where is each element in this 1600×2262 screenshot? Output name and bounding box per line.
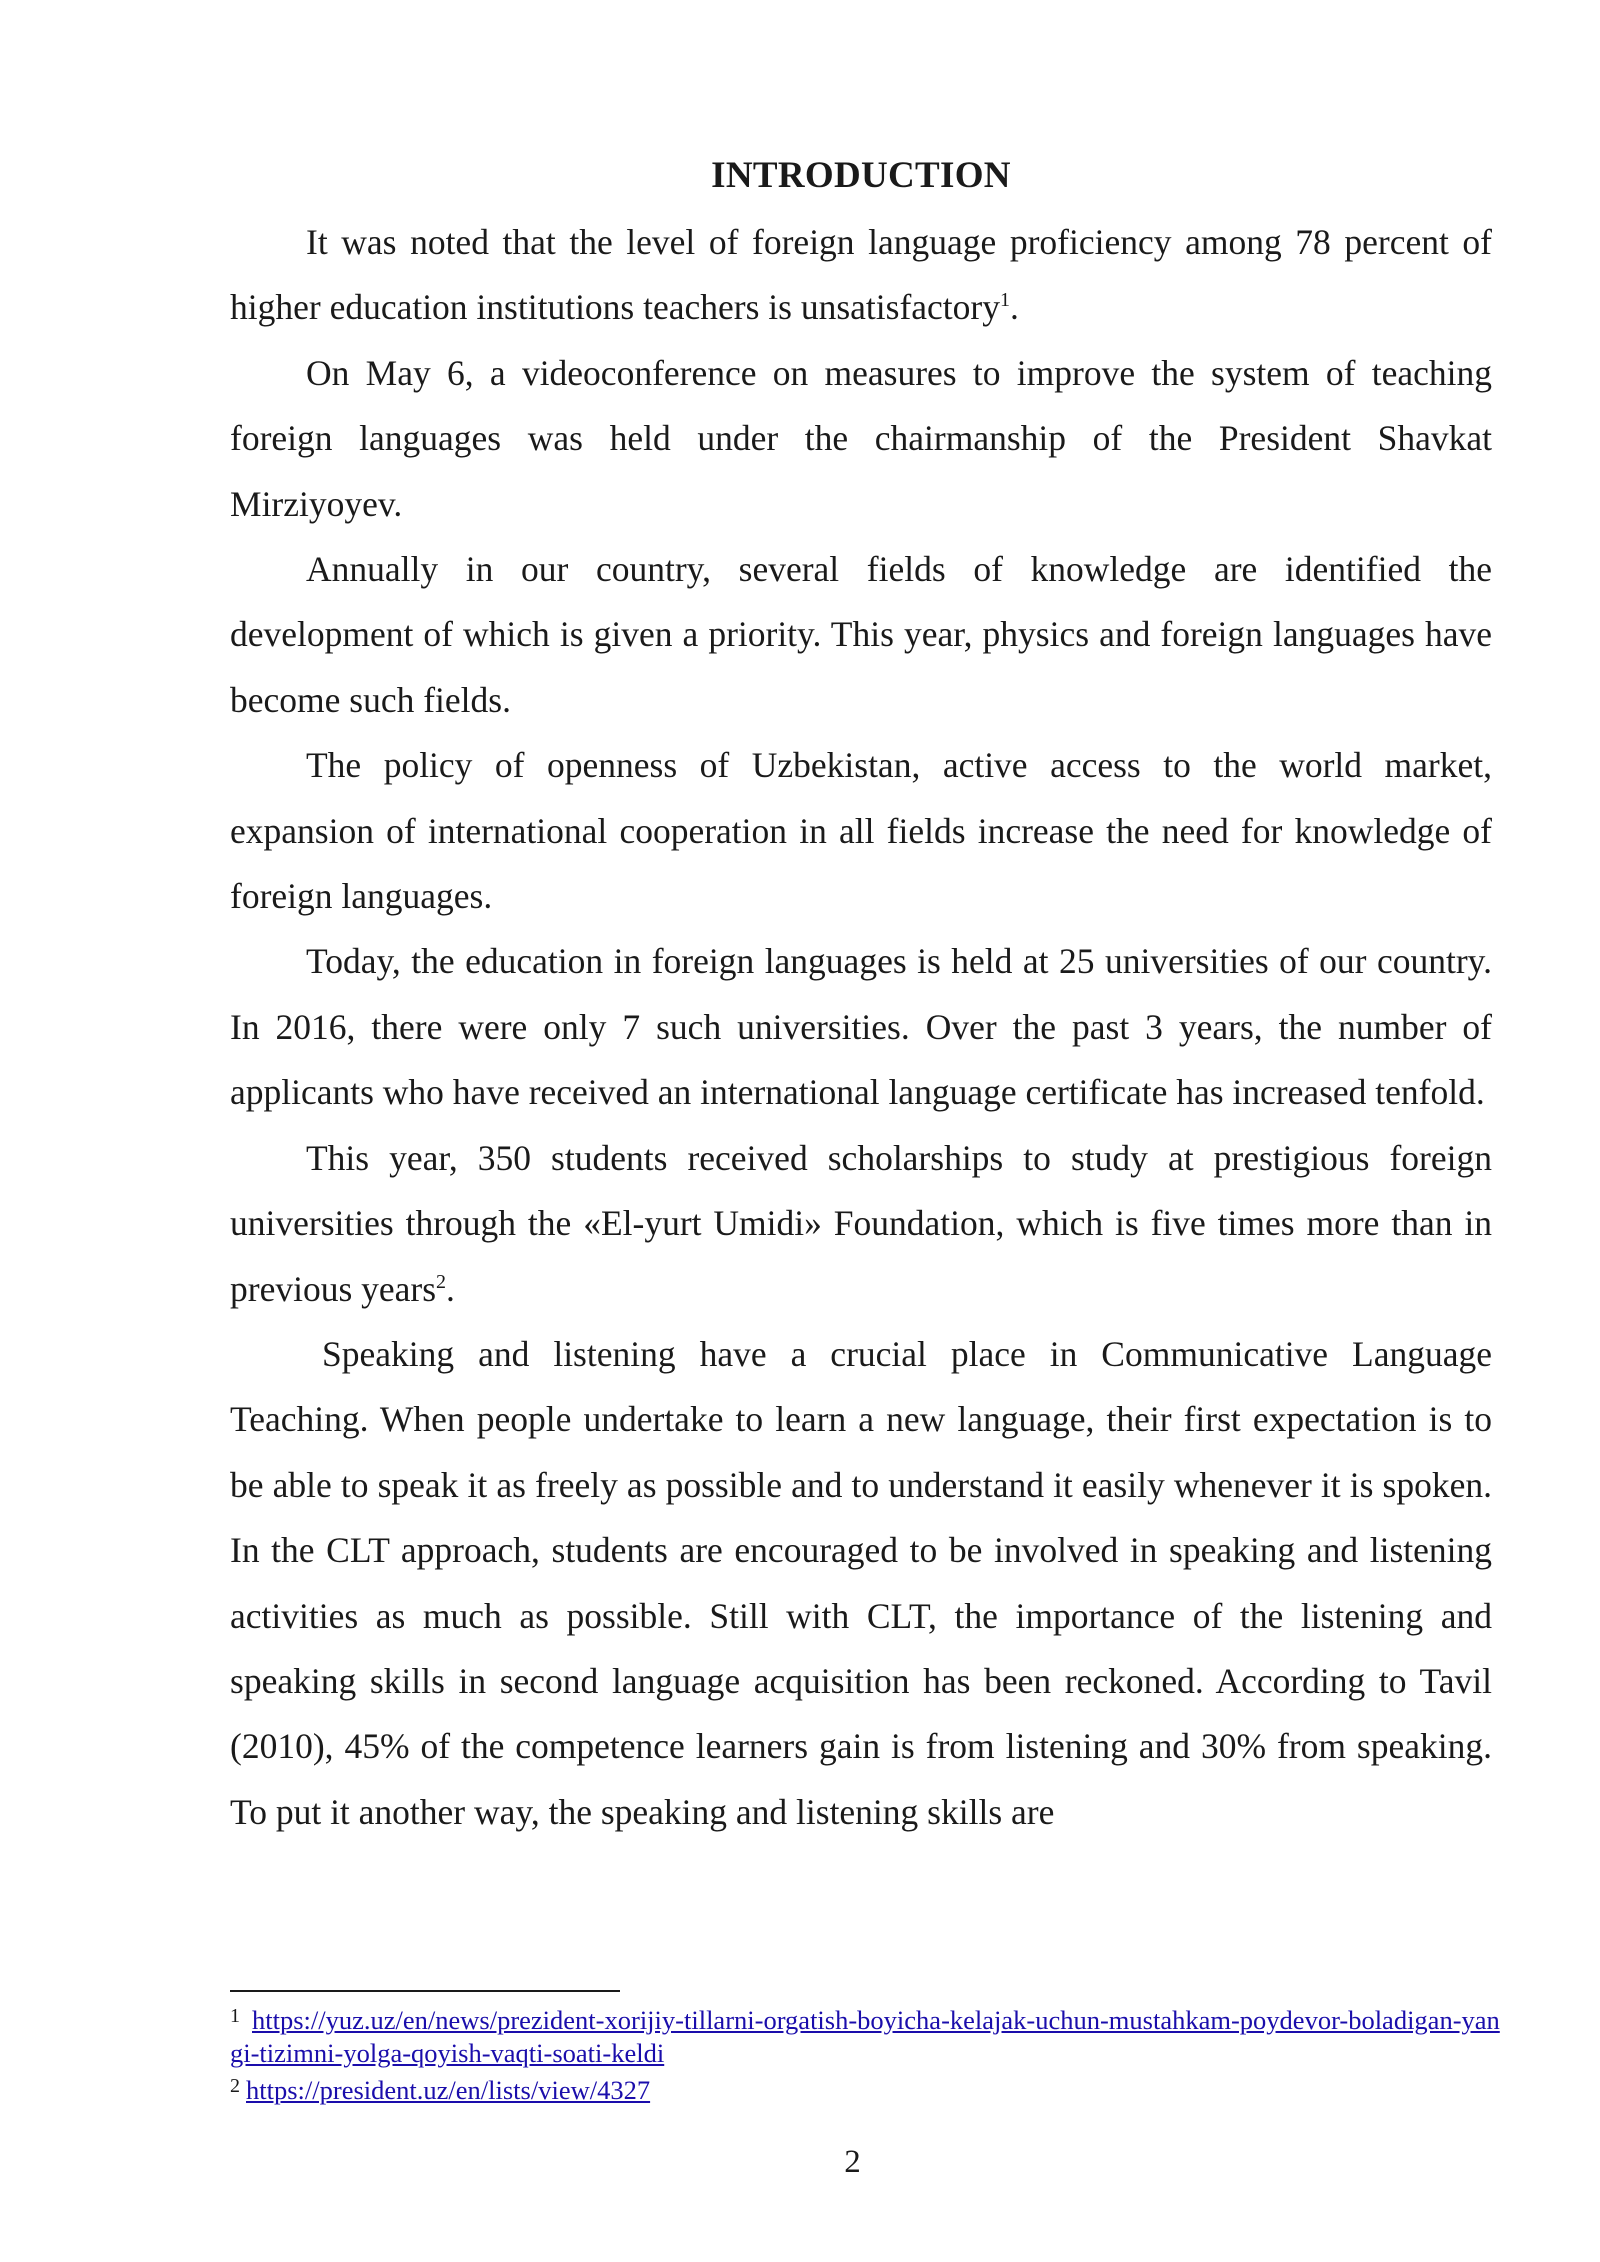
footnote-2: [230, 2074, 1500, 2107]
paragraph-7: [230, 1322, 1492, 1845]
paragraph-text: Annually in our country, several fields of knowledge are identified the development of which is given a priority. This year, physics and foreign languages have become such fields.: [230, 549, 1492, 720]
footnote-reference-2[interactable]: 2: [436, 1270, 447, 1293]
paragraph-1: [230, 210, 1492, 341]
paragraph-2: [230, 341, 1492, 537]
footnote-number: 2: [230, 2075, 240, 2097]
paragraph-text: Today, the education in foreign languages is held at 25 universities of our country. In 2016, there were only 7 such universities. Over the past 3 years, the number of applicants who have received an international language certificate has increased tenfold.: [230, 941, 1492, 1113]
paragraph-text: The policy of openness of Uzbekistan, active access to the world market, expansion of international cooperation in all fields increase the need for knowledge of foreign languages.: [230, 745, 1492, 917]
footnote-1: [230, 2004, 1500, 2070]
page-title: INTRODUCTION: [711, 155, 1011, 196]
footnote-link[interactable]: https://yuz.uz/en/news/prezident-xorijiy-tillarni-orgatish-boyicha-kelajak-uchun-mustahkam-poydevor-boladigan-yangi-tizimni-yolga-qoyish-vaqti-soati-keldi: [230, 2005, 1500, 2068]
paragraph-5: [230, 929, 1492, 1125]
footnote-number: 1: [230, 2005, 240, 2027]
footnote-separator: [230, 1990, 620, 1992]
paragraph-4: [230, 733, 1492, 929]
paragraph-3: [230, 537, 1492, 733]
paragraph-tail: .: [1009, 287, 1019, 328]
footnote-reference-1[interactable]: 1: [999, 289, 1010, 312]
paragraph-text: This year, 350 students received scholarships to study at prestigious foreign universities through the «El-yurt Umidi» Foundation, which is five times more than in previous years: [230, 1137, 1492, 1309]
footnote-link[interactable]: https://president.uz/en/lists/view/4327: [246, 2075, 651, 2105]
page-body: [230, 148, 1492, 1845]
footnotes: [230, 2004, 1500, 2111]
paragraph-text: It was noted that the level of foreign language proficiency among 78 percent of higher education institutions teachers is unsatisfactory: [230, 222, 1492, 328]
paragraph-6: [230, 1126, 1492, 1322]
paragraph-text: Speaking and listening have a crucial place in Communicative Language Teaching. When people undertake to learn a new language, their first expectation is to be able to speak it as freely as possible and to understand it easily whenever it is spoken. In the CLT approach, students are encouraged to be involved in speaking and listening activities as much as possible. Still with CLT, the importance of the listening and speaking skills in second language acquisition has been reckoned. According to Tavil (2010), 45% of the competence learners gain is from listening and 30% from speaking. To put it another way, the speaking and listening skills are: [230, 1333, 1492, 1832]
paragraph-tail: .: [446, 1268, 455, 1309]
paragraph-text: On May 6, a videoconference on measures to improve the system of teaching foreign languages was held under the chairmanship of the President Shavkat Mirziyoyev.: [230, 352, 1492, 524]
page-number: 2: [844, 2144, 861, 2180]
